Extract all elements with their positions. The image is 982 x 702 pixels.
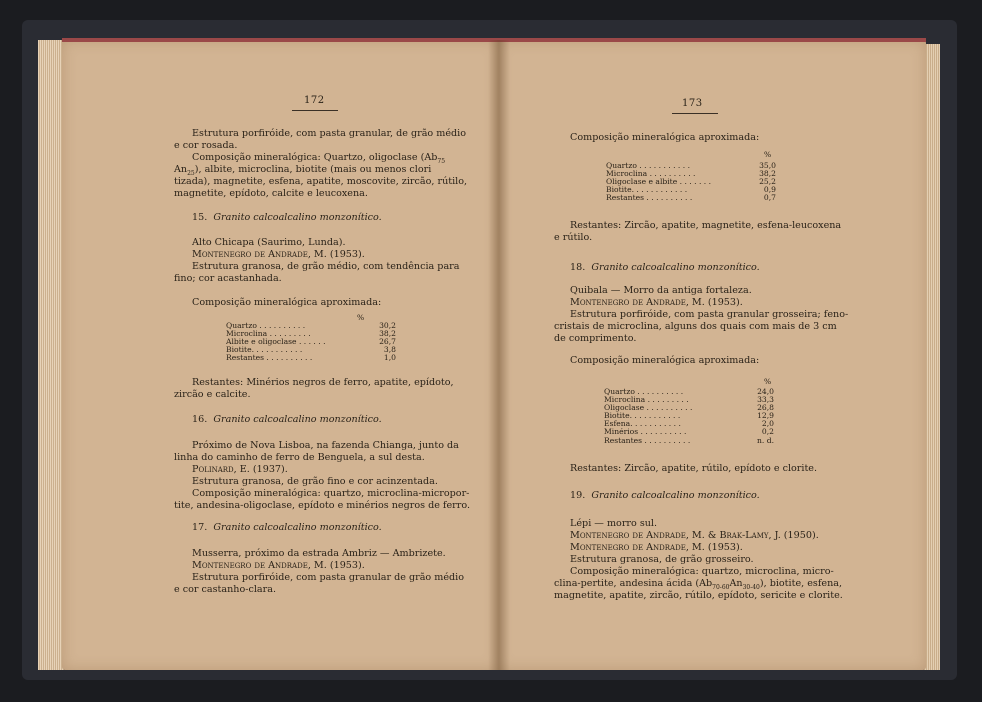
table-row: Restantes . . . . . . . . . . n. d. — [604, 435, 774, 445]
s19-line-2: Montenegro de Andrade, M. & Brak-Lamy, J. (1950). — [570, 530, 819, 541]
s15-comp-title: Composição mineralógica aproximada: — [192, 297, 382, 308]
comp-title-1: Composição mineralógica aproximada: — [570, 132, 760, 143]
section-16-heading: 16. Granito calcoalcalino monzonítico. — [192, 414, 382, 425]
section-18-heading: 18. Granito calcoalcalino monzonítico. — [570, 262, 760, 273]
page-number-right: 173 — [682, 98, 703, 109]
s19-line-5: Composição mineralógica: quartzo, microclina, micro- — [570, 566, 834, 577]
section-17-heading: 17. Granito calcoalcalino monzonítico. — [192, 522, 382, 533]
section-15-heading: 15. Granito calcoalcalino monzonítico. — [192, 212, 382, 223]
s18-line-1: Quibala — Morro da antiga fortaleza. — [570, 285, 752, 296]
page-number-rule-left — [292, 110, 338, 111]
s18-line-3: Estrutura porfiróide, com pasta granular grosseira; feno- — [570, 309, 849, 320]
table-row: Microclina . . . . . . . . . 38,2 — [226, 329, 396, 339]
table-row: Biotite. . . . . . . . . . . 12,9 — [604, 411, 774, 421]
s17-line-2: Montenegro de Andrade, M. (1953). — [192, 560, 365, 571]
table-row: Oligoclase . . . . . . . . . . 26,8 — [604, 403, 774, 413]
s18-line-2: Montenegro de Andrade, M. (1953). — [570, 297, 743, 308]
rest1-line-1: Restantes: Zircão, apatite, magnetite, esfena-leucoxena — [570, 220, 842, 231]
s19-line-3: Montenegro de Andrade, M. (1953). — [570, 542, 743, 553]
intro-line-2: e cor rosada. — [174, 140, 238, 151]
table-row: Microclina . . . . . . . . . . 38,2 — [606, 169, 776, 179]
table-row: Biotite. . . . . . . . . . . 3,8 — [226, 345, 396, 355]
page-number-rule-right — [672, 113, 718, 114]
s15-line-4: fino; cor acastanhada. — [174, 273, 282, 284]
s17-line-3: Estrutura porfiróide, com pasta granular de grão médio — [192, 572, 465, 583]
table-row: Quartzo . . . . . . . . . . . 35,0 — [606, 161, 776, 170]
s15-rest-line-1: Restantes: Minérios negros de ferro, apatite, epídoto, — [192, 377, 454, 388]
rest1-line-2: e rútilo. — [554, 232, 593, 243]
book-gutter — [488, 40, 510, 670]
table-row: Microclina . . . . . . . . . 33,3 — [604, 395, 774, 405]
table-row: Albite e oligoclase . . . . . . 26,7 — [226, 337, 396, 347]
s19-line-6: clina-pertite, andesina ácida $(Ab_{70-60}An_{30-40})$, biotite, esfena, — [554, 578, 843, 591]
s18-rest-line: Restantes: Zircão, apatite, rútilo, epídoto e clorite. — [570, 463, 818, 474]
intro-line-5: tizada), magnetite, esfena, apatite, moscovite, zircão, rútilo, — [174, 176, 468, 187]
table-row: Biotite. . . . . . . . . . . . 0,9 — [606, 185, 776, 195]
s16-line-5: Composição mineralógica: quartzo, microclina-micropor- — [192, 488, 470, 499]
s16-line-3: Polinard, E. (1937). — [192, 464, 288, 475]
page-number-left: 172 — [304, 95, 325, 106]
s16-line-6: tite, andesina-oligoclase, epídoto e minérios negros de ferro. — [174, 500, 470, 511]
section-19-heading: 19. Granito calcoalcalino monzonítico. — [570, 490, 760, 501]
s15-line-1: Alto Chicapa (Saurimo, Lunda). — [192, 237, 346, 248]
page-edges-left — [38, 40, 64, 670]
intro-line-1: Estrutura porfiróide, com pasta granular, de grão médio — [192, 128, 467, 139]
s18-line-4: cristais de microclina, alguns dos quais com mais de 3 cm — [554, 321, 837, 332]
intro-line-3: Composição mineralógica: Quartzo, oligoclase ($Ab_{75}$ — [192, 152, 446, 165]
s15-mineral-table — [226, 322, 396, 362]
s18-line-5: de comprimento. — [554, 333, 637, 344]
s19-line-1: Lépi — morro sul. — [570, 518, 658, 529]
intro-line-4: $An_{25}$), albite, microclina, biotite (mais ou menos clori — [174, 164, 432, 177]
intro-line-6: magnetite, epídoto, calcite e leucoxena. — [174, 188, 368, 199]
s19-line-7: magnetite, apatite, zircão, rútilo, epídoto, sericite e clorite. — [554, 590, 843, 601]
s18-comp-title: Composição mineralógica aproximada: — [570, 355, 760, 366]
s15-rest-line-2: zircão e calcite. — [174, 389, 251, 400]
mineral-table-1 — [606, 162, 776, 202]
s16-line-2: linha do caminho de ferro de Benguela, a sul desta. — [174, 452, 425, 463]
s16-line-4: Estrutura granosa, de grão fino e cor acinzentada. — [192, 476, 438, 487]
page-edges-right — [924, 44, 940, 670]
table-row: Restantes . . . . . . . . . . 1,0 — [226, 353, 396, 363]
s18-mineral-table — [604, 388, 774, 445]
s18-pct: % — [764, 377, 772, 386]
s15-line-3: Estrutura granosa, de grão médio, com tendência para — [192, 261, 460, 272]
s19-line-4: Estrutura granosa, de grão grosseiro. — [570, 554, 754, 565]
s16-line-1: Próximo de Nova Lisboa, na fazenda Chianga, junto da — [192, 440, 459, 451]
table-row: Minérios . . . . . . . . . . 0,2 — [604, 427, 774, 437]
s15-line-2: Montenegro de Andrade, M. (1953). — [192, 249, 365, 260]
t1-pct: % — [764, 150, 772, 159]
table-row: Oligoclase e albite . . . . . . . 25,2 — [606, 177, 776, 187]
table-row: Esfena. . . . . . . . . . . 2,0 — [604, 419, 774, 429]
table-row: Restantes . . . . . . . . . . 0,7 — [606, 193, 776, 203]
table-row: Quartzo . . . . . . . . . . 24,0 — [604, 387, 774, 396]
s15-pct: % — [357, 313, 365, 322]
table-row: Quartzo . . . . . . . . . . 30,2 — [226, 321, 396, 330]
s17-line-1: Musserra, próximo da estrada Ambriz — Ambrizete. — [192, 548, 446, 559]
s17-line-4: e cor castanho-clara. — [174, 584, 276, 595]
